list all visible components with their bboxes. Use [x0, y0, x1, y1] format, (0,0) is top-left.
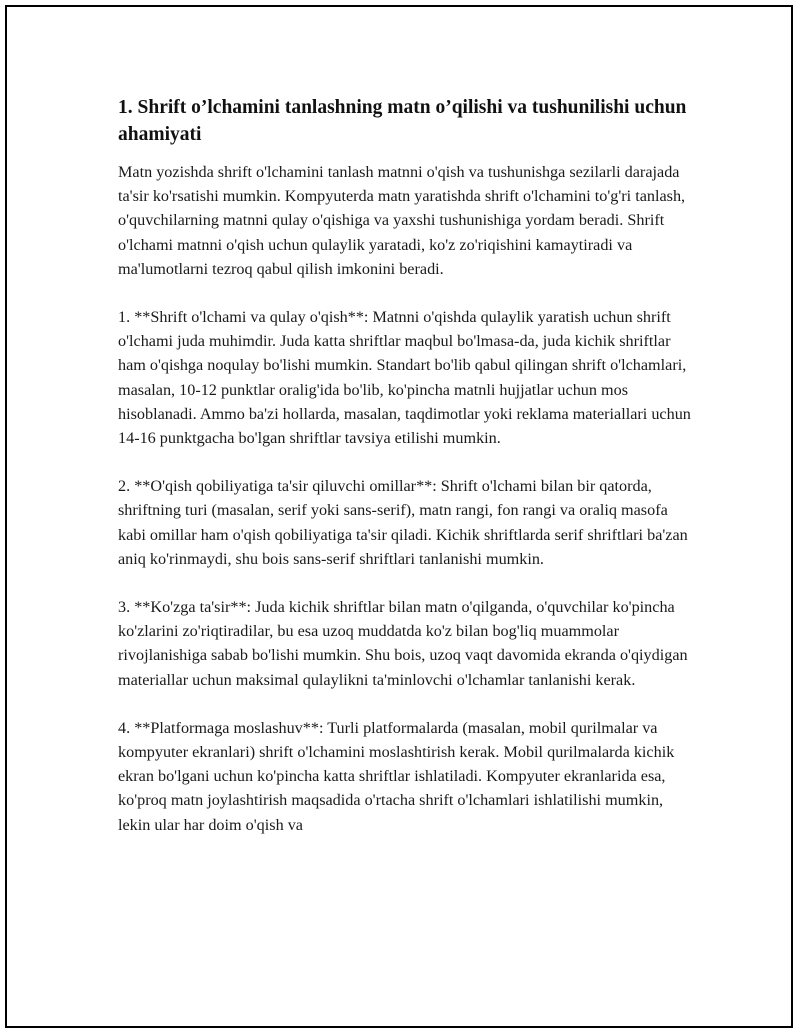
paragraph-platform-adaptation: 4. **Platformaga moslashuv**: Turli platformalarda (masalan, mobil qurilmalar va kompyuter ekranlari) shrift o'lchamini moslashtirish kerak. Mobil qurilmalarda kichik ekran bo'lgani uchun ko'pincha katta shriftlar ishlatiladi. Kompyuter ekranlarida esa, ko'proq matn joylashtirish maqsadida o'rtacha shrift o'lchamlari ishlatilishi mumkin, lekin ular har doim o'qish va: [118, 718, 675, 834]
document-body: [118, 94, 693, 861]
paragraph-eye-impact: 3. **Ko'zga ta'sir**: Juda kichik shriftlar bilan matn o'qilganda, o'quvchilar ko'pincha ko'zlarini zo'riqtiradilar, bu esa uzoq muddatda ko'z bilan bog'liq muammolar rivojlanishiga sabab bo'lishi mumkin. Shu bois, uzoq vaqt davomida ekranda o'qiydigan materiallar uchun maksimal qulaylikni ta'minlovchi o'lchamlar tanlanishi kerak.: [118, 598, 688, 689]
paragraph-readability-factors: 2. **O'qish qobiliyatiga ta'sir qiluvchi omillar**: Shrift o'lchami bilan bir qatorda, shriftning turi (masalan, serif yoki sans-serif), matn rangi, fon rangi va oraliq masofa kabi omillar ham o'qish qobiliyatiga ta'sir qiladi. Kichik shriftlarda serif shriftlari ba'zan aniq ko'rinmaydi, shu bois sans-serif shriftlari tanlanishi mumkin.: [118, 477, 688, 568]
paragraph-font-size-comfort: 1. **Shrift o'lchami va qulay o'qish**: Matnni o'qishda qulaylik yaratish uchun shrift o'lchami juda muhimdir. Juda katta shriftlar maqbul bo'lmasa-da, juda kichik shriftlar ham o'qishga noqulay bo'lishi mumkin. Standart bo'lib qabul qilingan shrift o'lchamlari, masalan, 10-12 punktlar oralig'ida bo'lib, ko'pincha matnli hujjatlar uchun mos hisoblanadi. Ammo ba'zi hollarda, masalan, taqdimotlar yoki reklama materiallari uchun 14-16 punktgacha bo'lgan shriftlar tavsiya etilishi mumkin.: [118, 308, 691, 448]
section-heading: 1. Shrift o’lchamini tanlashning matn o’qilishi va tushunilishi uchun ahamiyati: [118, 97, 687, 145]
intro-paragraph: Matn yozishda shrift o'lchamini tanlash matnni o'qish va tushunishga sezilarli darajada ta'sir ko'rsatishi mumkin. Kompyuterda matn yaratishda shrift o'lchamini to'g'ri tanlash, o'quvchilarning matnni qulay o'qishiga va yaxshi tushunishiga yordam beradi. Shrift o'lchami matnni o'qish uchun qulaylik yaratadi, ko'z zo'riqishini kamaytiradi va ma'lumotlarni tezroq qabul qilish imkonini beradi.: [118, 163, 686, 278]
